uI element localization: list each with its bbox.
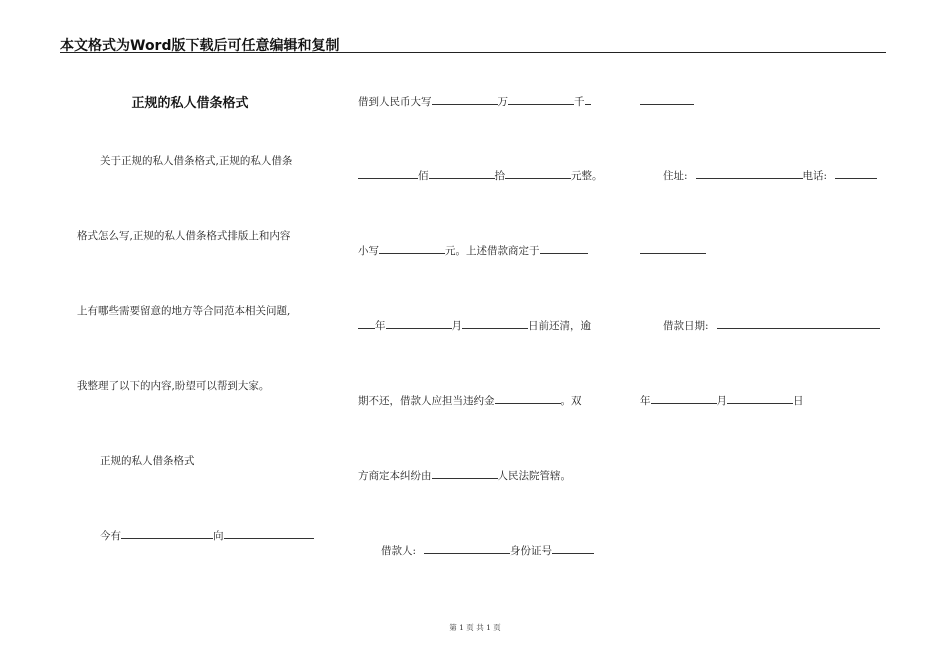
blank-shi	[429, 168, 495, 179]
text-year: 年	[640, 395, 651, 407]
text-loan-date: 借款日期:	[663, 320, 709, 332]
page-footer: 第 1 页 共 1 页	[449, 623, 501, 632]
header-title: 本文格式为Word版下载后可任意编辑和复制	[60, 38, 340, 54]
blank-wan	[432, 94, 498, 105]
blank-phone	[835, 168, 877, 179]
blank-lender	[121, 528, 213, 539]
col2-line-5	[358, 393, 582, 408]
text-xiaoxie: 小写	[358, 245, 379, 257]
blank-xiaoxie	[379, 243, 445, 254]
blank-col3-day	[727, 393, 793, 404]
blank-borrower-name	[424, 543, 510, 554]
intro-line-1: 关于正规的私人借条格式,正规的私人借条	[100, 155, 293, 167]
text-shi: 拾	[494, 170, 505, 182]
text-bai: 佰	[418, 170, 429, 182]
blank-yuan	[505, 168, 571, 179]
blank-qian	[508, 94, 574, 105]
intro-line-2: 格式怎么写,正规的私人借条格式排版上和内容	[77, 230, 291, 242]
blank-agreed	[540, 243, 588, 254]
text-phone: 电话:	[802, 170, 828, 182]
blank-day	[462, 318, 528, 329]
address-phone-line	[663, 168, 877, 183]
text-qian: 千	[574, 96, 585, 108]
document-title: 正规的私人借条格式	[131, 96, 249, 111]
blank-qian-tail	[585, 94, 591, 105]
col2-line-7	[381, 543, 594, 558]
text-nian: 年	[375, 320, 386, 332]
text-month: 月	[716, 395, 727, 407]
blank-col3-mid	[640, 243, 706, 254]
text-jin-you: 今有	[100, 530, 121, 542]
intro-line-3: 上有哪些需要留意的地方等合同范本相关问题,	[77, 305, 291, 317]
text-address: 住址:	[663, 170, 688, 182]
blank-col3-top	[640, 94, 694, 105]
text-wan: 万	[497, 96, 508, 108]
text-borrower: 借款人:	[381, 545, 417, 557]
col2-line-6	[358, 468, 571, 483]
col2-line-3	[358, 243, 588, 258]
text-day: 日	[793, 395, 804, 407]
subheading: 正规的私人借条格式	[100, 455, 195, 467]
blank-borrower	[224, 528, 314, 539]
text-shuang: 。双	[560, 395, 582, 407]
col3-blank-1	[640, 94, 694, 109]
blank-court	[432, 468, 498, 479]
text-yuan-zheng: 元整。	[571, 170, 603, 182]
loan-date-line	[663, 318, 880, 333]
header-rule	[60, 52, 886, 53]
blank-month	[386, 318, 452, 329]
col2-line-2	[358, 168, 603, 183]
text-borrow-amount: 借到人民币大写	[358, 96, 432, 108]
text-repay: 日前还清，逾	[528, 320, 591, 332]
blank-col3-month	[651, 393, 717, 404]
text-xiang: 向	[213, 530, 224, 542]
blank-id-number	[552, 543, 594, 554]
text-yue: 月	[451, 320, 462, 332]
col2-line-4	[358, 318, 591, 333]
ymd-line	[640, 393, 804, 408]
text-agreed: 元。上述借款商定于	[445, 245, 540, 257]
col3-blank-2	[640, 243, 706, 258]
blank-bai	[358, 168, 418, 179]
blank-loan-date	[717, 318, 880, 329]
text-id-number: 身份证号	[510, 545, 553, 557]
intro-line-4: 我整理了以下的内容,盼望可以帮到大家。	[77, 380, 270, 392]
lender-line	[100, 528, 314, 543]
text-court: 人民法院管辖。	[497, 470, 571, 482]
text-dispute: 方商定本纠纷由	[358, 470, 432, 482]
blank-year	[358, 318, 375, 329]
text-penalty: 期不还，借款人应担当违约金	[358, 395, 495, 407]
blank-penalty	[495, 393, 561, 404]
col2-line-1	[358, 94, 591, 109]
blank-address	[696, 168, 803, 179]
